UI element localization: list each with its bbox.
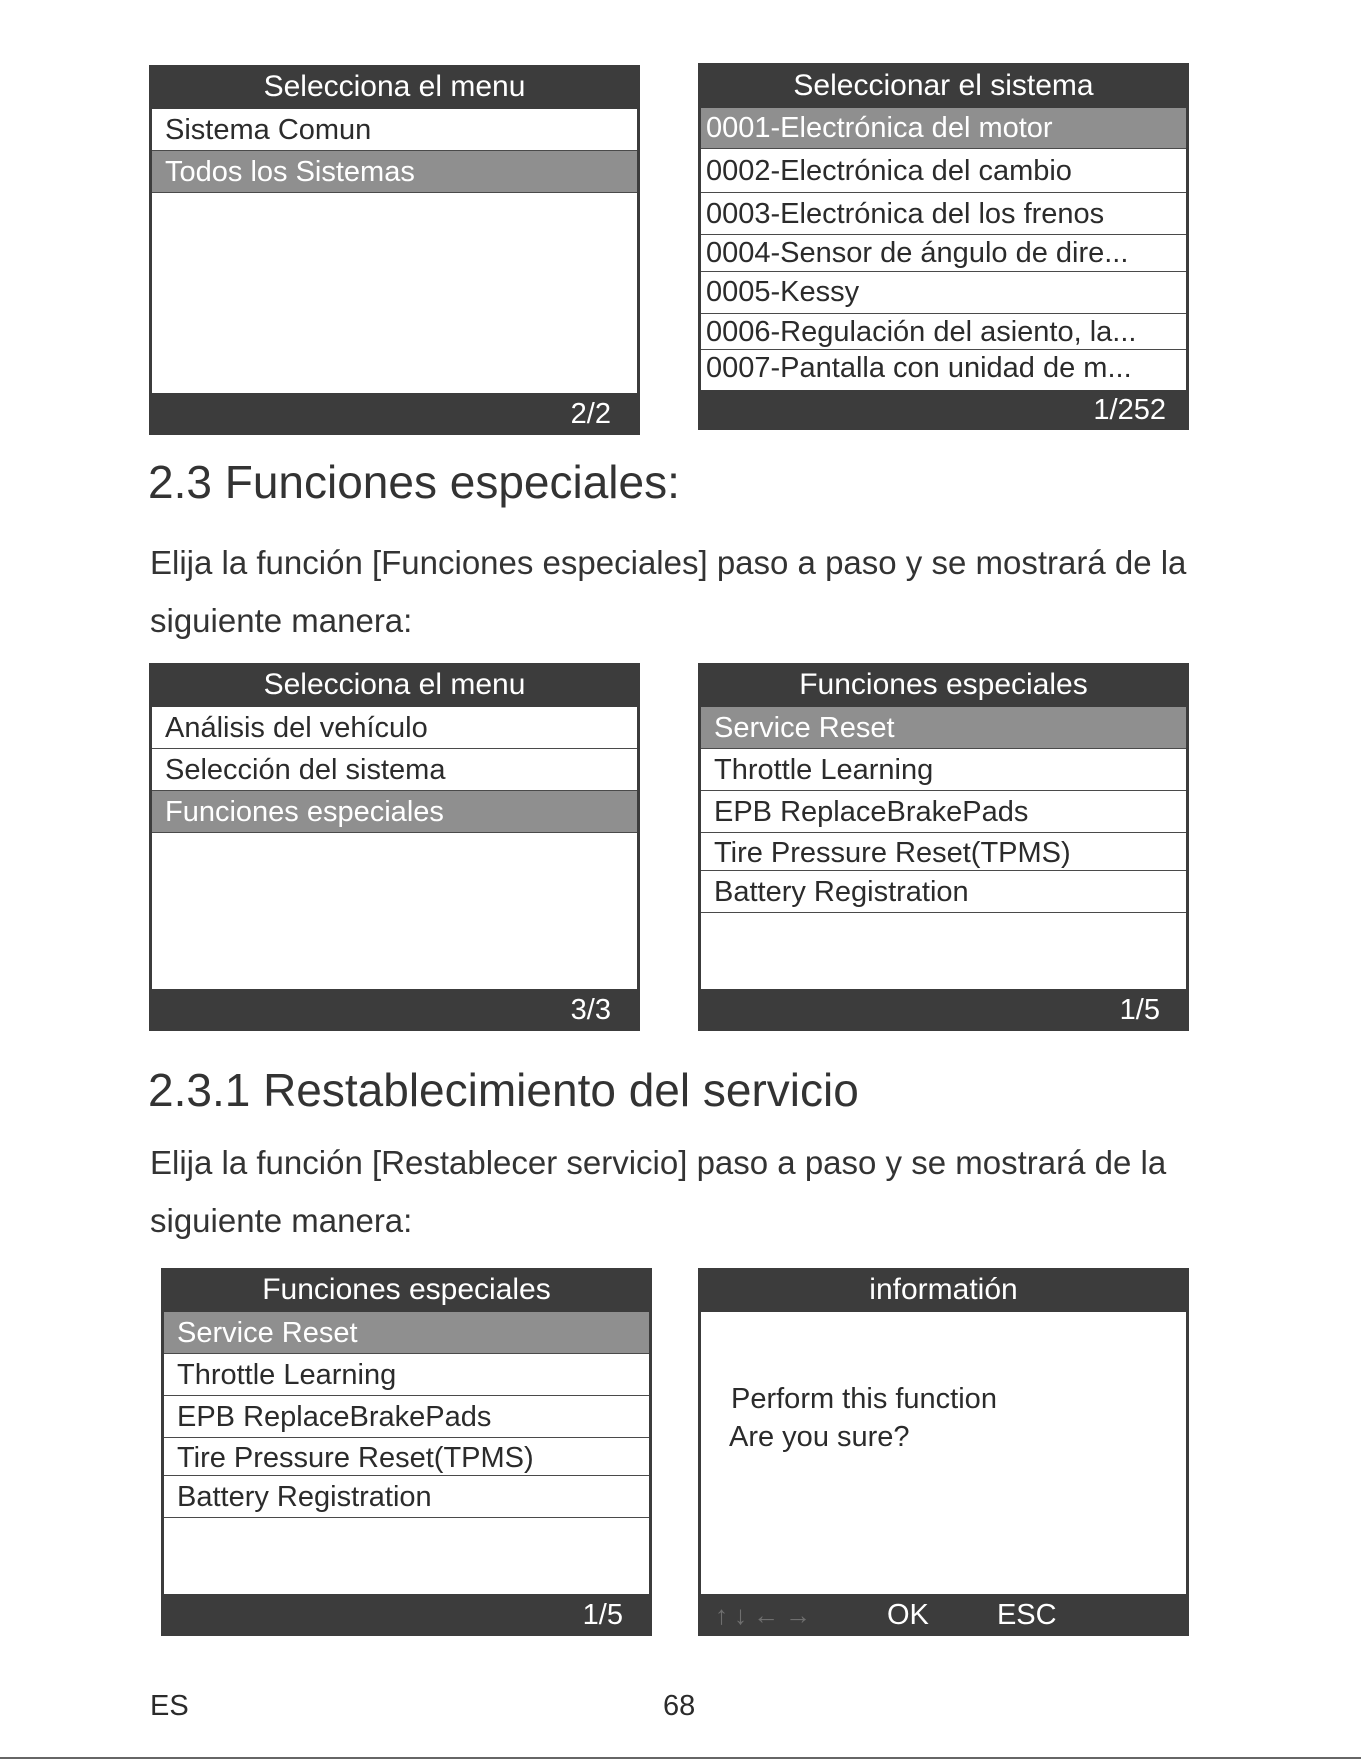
page-indicator: 1/5	[1119, 994, 1160, 1026]
page-indicator: 1/252	[1093, 394, 1166, 426]
screen-title: Selecciona el menu	[263, 70, 526, 103]
list-item[interactable]: 0005-Kessy	[701, 272, 1186, 314]
section-heading-2-3-1: 2.3.1 Restablecimiento del servicio	[148, 1064, 859, 1116]
list-item[interactable]: 0007-Pantalla con unidad de m...	[706, 352, 1132, 384]
screen-select-menu-1	[149, 65, 640, 435]
screen-body	[152, 707, 637, 989]
page-indicator: 3/3	[570, 994, 611, 1026]
esc-button[interactable]: ESC	[996, 1599, 1057, 1631]
dialog-buttons	[887, 1594, 1057, 1636]
list-item[interactable]: Throttle Learning	[701, 749, 1186, 791]
section-heading-2-3: 2.3 Funciones especiales:	[148, 456, 680, 508]
screen-title: Funciones especiales	[799, 668, 1088, 701]
page-bottom-divider	[0, 1757, 1361, 1759]
screen-special-functions-2	[161, 1268, 652, 1636]
list-item[interactable]: 0002-Electrónica del cambio	[701, 149, 1186, 193]
screen-title: Selecciona el menu	[263, 668, 526, 701]
page-indicator: 1/5	[582, 1599, 623, 1631]
list-item[interactable]: 0006-Regulación del asiento, la...	[701, 314, 1186, 350]
list-item-selected[interactable]: Service Reset	[164, 1312, 649, 1354]
list-item[interactable]: Análisis del vehículo	[152, 707, 637, 749]
list-item-selected[interactable]: Todos los Sistemas	[152, 151, 637, 193]
dialog-message-line-1: Perform this function	[731, 1383, 997, 1415]
screen-title: Funciones especiales	[262, 1273, 551, 1306]
screen-body	[701, 707, 1186, 989]
screen-special-functions-1	[698, 663, 1189, 1031]
list-item[interactable]: EPB ReplaceBrakePads	[164, 1396, 649, 1438]
dialog-body	[701, 1312, 1186, 1594]
list-item[interactable]: 0004-Sensor de ángulo de dire...	[701, 235, 1186, 272]
list-item[interactable]: Selección del sistema	[152, 749, 637, 791]
screen-select-system	[698, 63, 1189, 430]
screen-select-menu-2	[149, 663, 640, 1031]
list-item[interactable]: 0003-Electrónica del los frenos	[701, 193, 1186, 235]
screen-body	[164, 1312, 649, 1594]
dialog-message	[731, 1380, 997, 1456]
list-item[interactable]: Battery Registration	[701, 871, 1186, 913]
screen-body	[701, 108, 1186, 390]
language-label: ES	[150, 1690, 189, 1722]
dialog-message-line-2: Are you sure?	[729, 1421, 910, 1453]
screen-title: informatión	[869, 1273, 1018, 1306]
list-item[interactable]: Battery Registration	[164, 1476, 649, 1518]
list-item[interactable]: Throttle Learning	[164, 1354, 649, 1396]
list-item[interactable]: Sistema Comun	[152, 109, 637, 151]
list-item-selected[interactable]: 0001-Electrónica del motor	[701, 108, 1186, 149]
section-paragraph-2-3-1: Elija la función [Restablecer servicio] paso a paso y se mostrará de la siguiente manera:	[150, 1144, 1167, 1239]
page-number: 68	[663, 1690, 696, 1722]
list-item[interactable]: Tire Pressure Reset(TPMS)	[701, 833, 1186, 871]
dialog-footer	[701, 1594, 1186, 1636]
list-item-selected[interactable]: Service Reset	[701, 707, 1186, 749]
section-paragraph-2-3: Elija la función [Funciones especiales] paso a paso y se mostrará de la siguiente manera:	[150, 544, 1187, 639]
ok-button[interactable]: OK	[887, 1599, 929, 1631]
list-item-selected[interactable]: Funciones especiales	[152, 791, 637, 833]
page-indicator: 2/2	[570, 398, 611, 430]
screen-information-dialog	[698, 1268, 1189, 1636]
list-item[interactable]: EPB ReplaceBrakePads	[701, 791, 1186, 833]
list-item[interactable]: Tire Pressure Reset(TPMS)	[164, 1438, 649, 1476]
screen-body	[152, 109, 637, 393]
arrow-keys-icon: ↑↓←→	[715, 1600, 817, 1630]
screen-title: Seleccionar el sistema	[793, 69, 1094, 102]
